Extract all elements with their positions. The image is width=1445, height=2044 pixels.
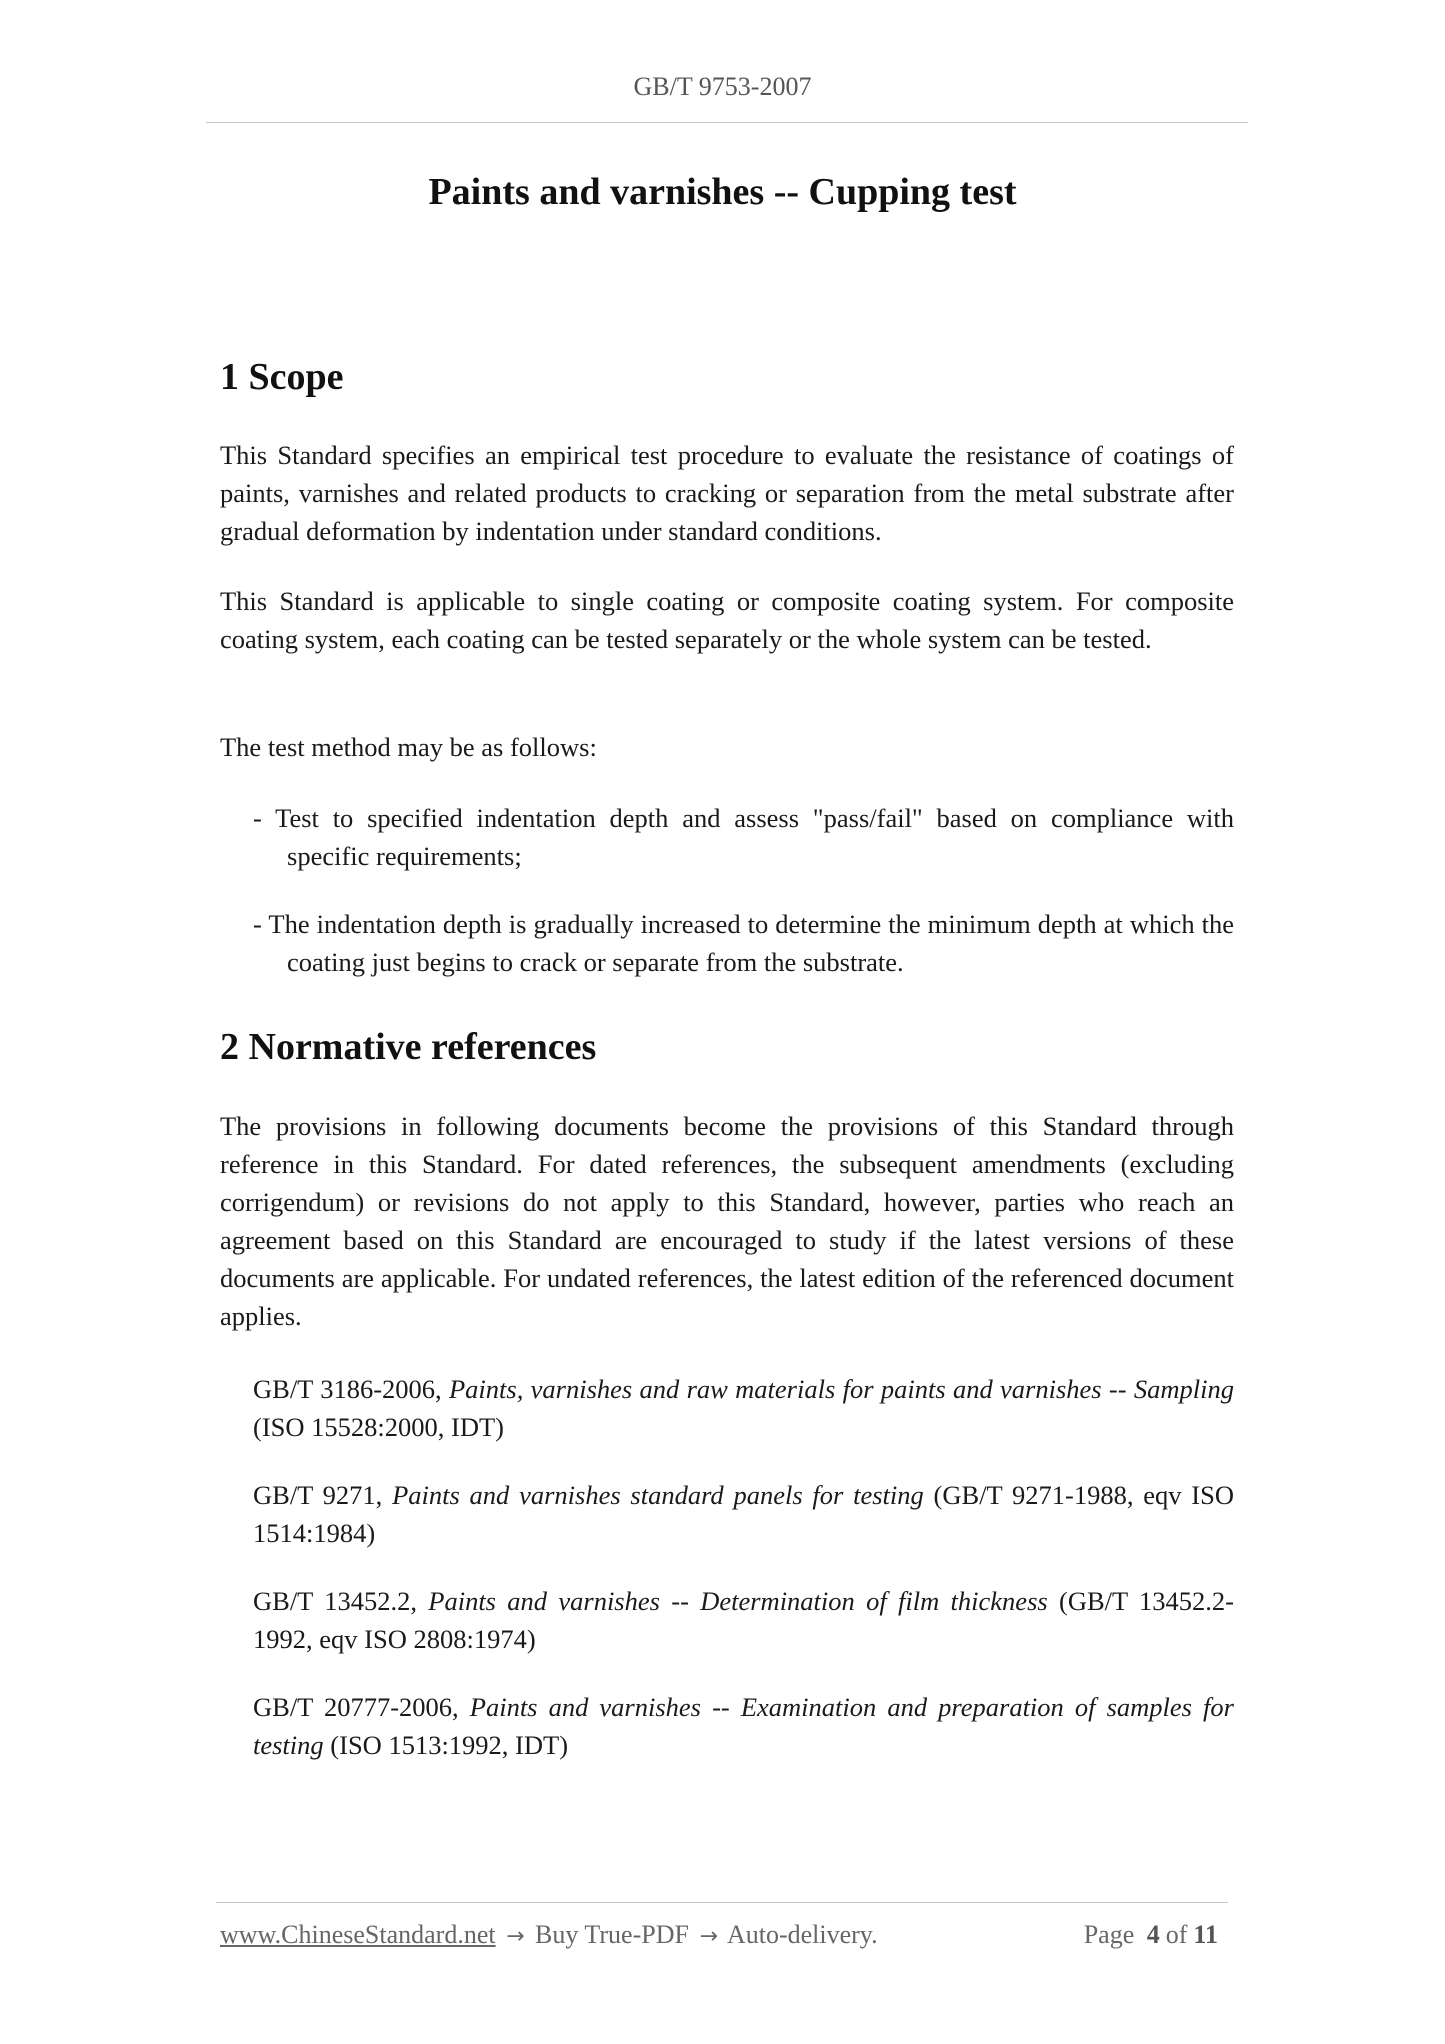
- page-current-number: 4: [1146, 1920, 1160, 1949]
- reference-code: GB/T 13452.2,: [253, 1586, 429, 1616]
- scope-bullet-pass-fail: - Test to specified indentation depth and assess "pass/fail" based on compliance with specific requirements;: [253, 803, 1234, 871]
- page-footer: [220, 1920, 1224, 1950]
- reference-title: Paints and varnishes standard panels for testing: [392, 1480, 924, 1510]
- page-indicator: [1084, 1920, 1224, 1950]
- reference-note: (GB/T 9271-1988, eqv ISO 1514:1984): [253, 1480, 1234, 1548]
- document-title: Paints and varnishes -- Cupping test: [428, 171, 1017, 213]
- page-of-label: of: [1165, 1920, 1188, 1949]
- header-divider: [206, 122, 1248, 123]
- reference-title: Paints and varnishes -- Determination of film thickness: [428, 1586, 1048, 1616]
- reference-item: [253, 1688, 1234, 1764]
- reference-note: (ISO 15528:2000, IDT): [253, 1412, 504, 1442]
- arrow-right-icon: →: [699, 1924, 718, 1949]
- section-heading-normative-references: 2 Normative references: [220, 1026, 597, 1068]
- document-code-header: GB/T 9753-2007: [633, 72, 812, 101]
- reference-item: [253, 1476, 1234, 1552]
- reference-code: GB/T 9271,: [253, 1480, 393, 1510]
- reference-note: (GB/T 13452.2-1992, eqv ISO 2808:1974): [253, 1586, 1234, 1654]
- buy-true-pdf-text: Buy True-PDF: [535, 1920, 689, 1949]
- auto-delivery-text: Auto-delivery.: [726, 1920, 878, 1949]
- reference-code: GB/T 20777-2006,: [253, 1692, 470, 1722]
- scope-paragraph-2: This Standard is applicable to single coating or composite coating system. For composite coating system, each coating can be tested separately or the whole system can be tested.: [220, 586, 1234, 654]
- normative-paragraph: The provisions in following documents become the provisions of this Standard through reference in this Standard. For dated references, the subsequent amendments (excluding corrigendum) or revisions do not apply to this Standard, however, parties who reach an agreement based on this Standard are encouraged to study if the latest versions of these documents are applicable. For undated references, the latest edition of the referenced document applies.: [220, 1111, 1234, 1331]
- footer-divider: [216, 1902, 1228, 1903]
- reference-code: GB/T 3186-2006,: [253, 1374, 449, 1404]
- section-heading-scope: 1 Scope: [220, 356, 344, 398]
- page-total-number: 11: [1193, 1920, 1218, 1949]
- reference-item: [253, 1370, 1234, 1446]
- reference-title: Paints, varnishes and raw materials for paints and varnishes -- Sampling: [448, 1374, 1234, 1404]
- reference-item: [253, 1582, 1234, 1658]
- site-link[interactable]: www.ChineseStandard.net: [220, 1920, 496, 1949]
- reference-note: (ISO 1513:1992, IDT): [323, 1730, 569, 1760]
- scope-paragraph-1: This Standard specifies an empirical test procedure to evaluate the resistance of coatings of paints, varnishes and related products to cracking or separation from the metal substrate after gradual deformation by indentation under standard conditions.: [220, 440, 1234, 546]
- arrow-right-icon: →: [506, 1924, 525, 1949]
- scope-paragraph-3: The test method may be as follows:: [220, 732, 597, 762]
- page-label: Page: [1083, 1920, 1135, 1949]
- scope-bullet-gradual-depth: - The indentation depth is gradually increased to determine the minimum depth at which the coating just begins to crack or separate from the substrate.: [253, 909, 1234, 977]
- reference-title: Paints and varnishes -- Examination and preparation of samples for testing: [253, 1692, 1234, 1760]
